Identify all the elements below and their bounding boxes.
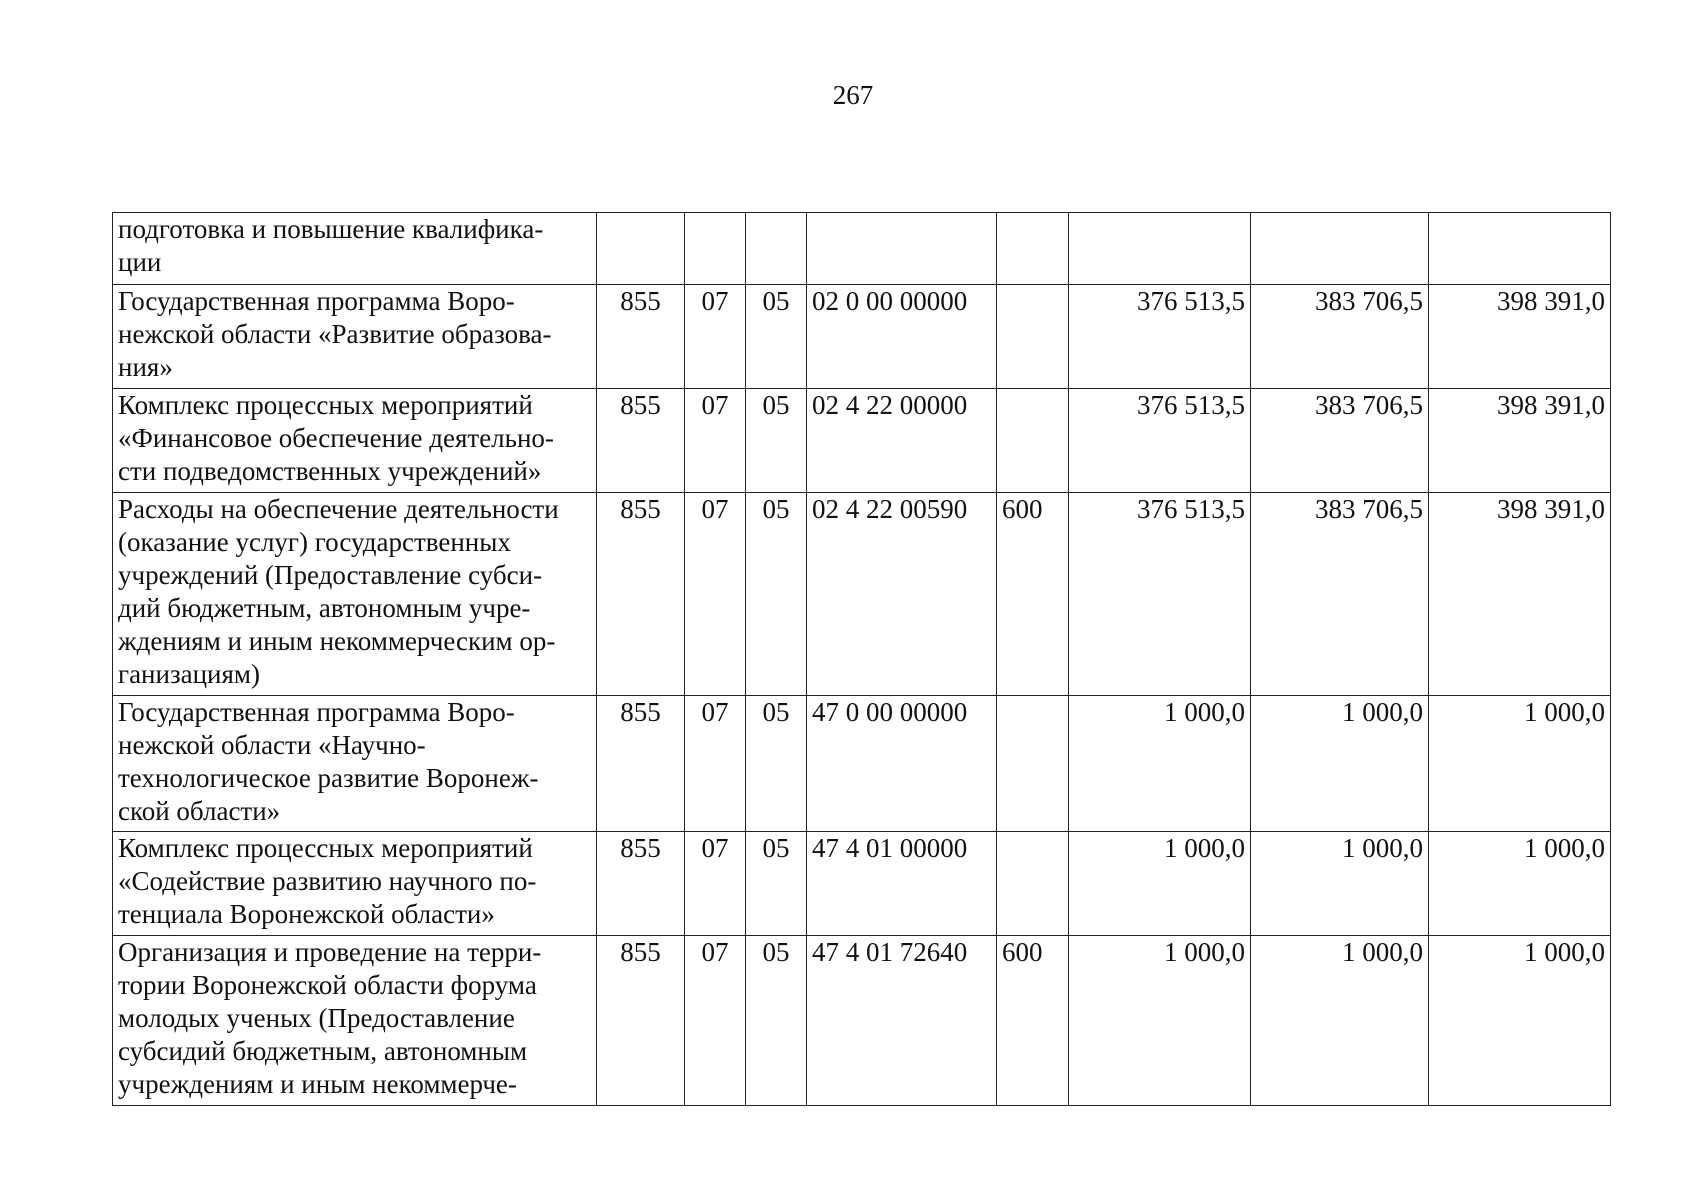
table-row [113, 213, 1611, 285]
amount-year3-cell: 398 391,0 [1429, 389, 1611, 493]
section-cell: 07 [685, 285, 746, 389]
table-row [113, 936, 1611, 1106]
expense-type-cell [997, 696, 1069, 832]
amount-year2-cell: 1 000,0 [1251, 696, 1429, 832]
target-article-cell: 47 4 01 00000 [807, 832, 997, 936]
amount-year1-cell [1069, 213, 1251, 285]
expense-type-cell: 600 [997, 493, 1069, 696]
expense-type-cell: 600 [997, 936, 1069, 1106]
section-cell: 07 [685, 493, 746, 696]
amount-year3-cell: 1 000,0 [1429, 832, 1611, 936]
section-cell: 07 [685, 832, 746, 936]
row-name-cell: Государственная программа Воро- нежской области «Развитие образова- ния» [113, 285, 597, 389]
expense-type-cell [997, 389, 1069, 493]
row-name-cell: Комплекс процессных мероприятий «Содействие развитию научного по- тенциала Воронежской области» [113, 832, 597, 936]
grbs-cell: 855 [597, 389, 685, 493]
amount-year3-cell [1429, 213, 1611, 285]
section-cell: 07 [685, 389, 746, 493]
page-number: 267 [832, 80, 874, 110]
amount-year3-cell: 1 000,0 [1429, 936, 1611, 1106]
target-article-cell [807, 213, 997, 285]
table-row [113, 389, 1611, 493]
amount-year2-cell: 1 000,0 [1251, 936, 1429, 1106]
amount-year1-cell: 376 513,5 [1069, 389, 1251, 493]
section-cell: 07 [685, 696, 746, 832]
table-row [113, 493, 1611, 696]
subsection-cell: 05 [746, 832, 807, 936]
expense-type-cell [997, 285, 1069, 389]
row-name-cell: Государственная программа Воро- нежской области «Научно- технологическое развитие Воронеж- ской области» [113, 696, 597, 832]
row-name-cell: Организация и проведение на терри- тории Воронежской области форума молодых ученых (Предоставление субсидий бюджетным, автономным учреждениям и иным некоммерче- [113, 936, 597, 1106]
table-row [113, 696, 1611, 832]
budget-table [112, 212, 1611, 1106]
amount-year1-cell: 376 513,5 [1069, 285, 1251, 389]
subsection-cell: 05 [746, 696, 807, 832]
grbs-cell [597, 213, 685, 285]
grbs-cell: 855 [597, 696, 685, 832]
amount-year2-cell: 383 706,5 [1251, 493, 1429, 696]
target-article-cell: 02 0 00 00000 [807, 285, 997, 389]
amount-year3-cell: 1 000,0 [1429, 696, 1611, 832]
section-cell: 07 [685, 936, 746, 1106]
amount-year2-cell: 383 706,5 [1251, 389, 1429, 493]
amount-year1-cell: 1 000,0 [1069, 936, 1251, 1106]
subsection-cell: 05 [746, 493, 807, 696]
row-name-cell: Комплекс процессных мероприятий «Финансовое обеспечение деятельно- сти подведомственных учреждений» [113, 389, 597, 493]
amount-year1-cell: 1 000,0 [1069, 696, 1251, 832]
expense-type-cell [997, 213, 1069, 285]
target-article-cell: 47 4 01 72640 [807, 936, 997, 1106]
amount-year3-cell: 398 391,0 [1429, 493, 1611, 696]
grbs-cell: 855 [597, 936, 685, 1106]
target-article-cell: 47 0 00 00000 [807, 696, 997, 832]
expense-type-cell [997, 832, 1069, 936]
subsection-cell: 05 [746, 389, 807, 493]
target-article-cell: 02 4 22 00000 [807, 389, 997, 493]
amount-year1-cell: 1 000,0 [1069, 832, 1251, 936]
subsection-cell: 05 [746, 285, 807, 389]
section-cell [685, 213, 746, 285]
grbs-cell: 855 [597, 493, 685, 696]
subsection-cell [746, 213, 807, 285]
subsection-cell: 05 [746, 936, 807, 1106]
amount-year3-cell: 398 391,0 [1429, 285, 1611, 389]
table-row [113, 832, 1611, 936]
grbs-cell: 855 [597, 832, 685, 936]
amount-year1-cell: 376 513,5 [1069, 493, 1251, 696]
amount-year2-cell: 1 000,0 [1251, 832, 1429, 936]
row-name-cell: подготовка и повышение квалифика- ции [113, 213, 597, 285]
target-article-cell: 02 4 22 00590 [807, 493, 997, 696]
amount-year2-cell: 383 706,5 [1251, 285, 1429, 389]
row-name-cell: Расходы на обеспечение деятельности (оказание услуг) государственных учреждений (Предоставление субси- дий бюджетным, автономным учре- ждениям и иным некоммерческим ор- ганизациям) [113, 493, 597, 696]
grbs-cell: 855 [597, 285, 685, 389]
table-row [113, 285, 1611, 389]
amount-year2-cell [1251, 213, 1429, 285]
